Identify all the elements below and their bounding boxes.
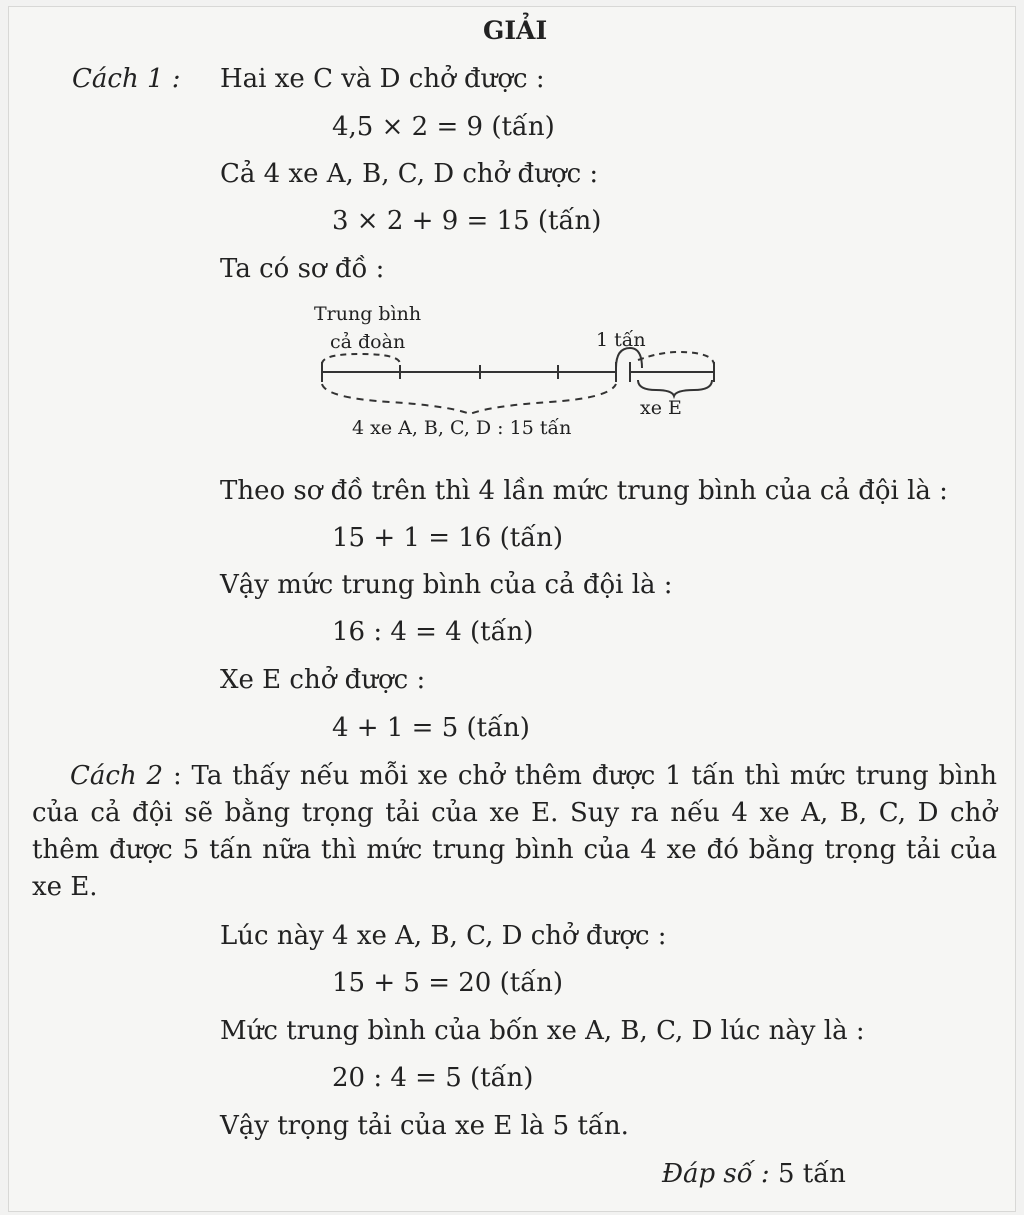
xe-e-bottom-brace: [638, 380, 712, 396]
diagram-label-avg-line1: Trung bình: [314, 303, 422, 325]
method2-calc1: 15 + 5 = 20 (tấn): [332, 968, 564, 998]
answer-value: 5 tấn: [777, 1159, 846, 1189]
method2-paragraph: [32, 758, 997, 906]
method1-line2: Cả 4 xe A, B, C, D chở được :: [220, 159, 599, 189]
diagram-label-one-ton: 1 tấn: [596, 329, 646, 351]
method1-line4: Theo sơ đồ trên thì 4 lần mức trung bình của cả đội là :: [220, 476, 948, 506]
diagram-label-four-cars: 4 xe A, B, C, D : 15 tấn: [352, 417, 572, 439]
method1-calc4: 16 : 4 = 4 (tấn): [332, 617, 534, 647]
segment-diagram: [300, 296, 740, 446]
method1-calc1: 4,5 × 2 = 9 (tấn): [332, 112, 555, 142]
method1-calc3: 15 + 1 = 16 (tấn): [332, 523, 564, 553]
answer-label: Đáp số :: [662, 1159, 770, 1189]
diagram-label-xe-e: xe E: [640, 397, 682, 419]
solution-title: GIẢI: [483, 16, 548, 45]
method2-line3: Vậy trọng tải của xe E là 5 tấn.: [220, 1111, 629, 1141]
method2-label: Cách 2: [70, 761, 164, 791]
method1-line1: Hai xe C và D chở được :: [220, 64, 545, 94]
diagram-label-avg-line2: cả đoàn: [330, 331, 406, 353]
four-cars-brace: [322, 384, 616, 414]
method1-calc5: 4 + 1 = 5 (tấn): [332, 713, 530, 743]
method2-line1: Lúc này 4 xe A, B, C, D chở được :: [220, 921, 667, 951]
xe-e-top-brace: [638, 352, 714, 364]
method1-calc2: 3 × 2 + 9 = 15 (tấn): [332, 206, 602, 236]
method1-line3: Ta có sơ đồ :: [220, 254, 385, 284]
method2-paragraph-text: : Ta thấy nếu mỗi xe chở thêm được 1 tấn thì mức trung bình của cả đội sẽ bằng trọng tải của xe E. Suy ra nếu 4 xe A, B, C, D chở thêm được 5 tấn nữa thì mức trung bình của 4 xe đó bằng trọng tải của xe E.: [32, 761, 997, 902]
method1-label: Cách 1 :: [72, 64, 181, 94]
method1-line5: Vậy mức trung bình của cả đội là :: [220, 570, 673, 600]
avg-brace: [322, 354, 400, 364]
method1-line6: Xe E chở được :: [220, 665, 426, 695]
method2-line2: Mức trung bình của bốn xe A, B, C, D lúc này là :: [220, 1016, 865, 1046]
answer: [662, 1159, 846, 1189]
method2-calc2: 20 : 4 = 5 (tấn): [332, 1063, 534, 1093]
